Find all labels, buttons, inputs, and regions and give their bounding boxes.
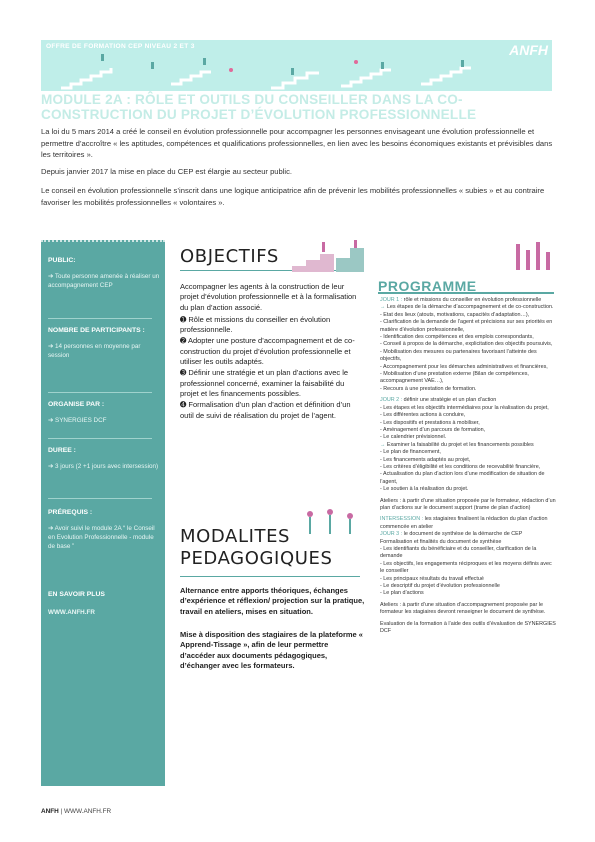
public-section [48,256,160,290]
anfh-logo: ANFH [509,42,548,58]
intro-paragraph-2: Depuis janvier 2017 la mise en place du CEP est élargie au secteur public. [41,167,293,176]
programme-content [380,297,556,635]
savoir-section [48,590,160,617]
programme-text: - Mobilisation d’une prestation externe (Bilan de compétences, accompagnement VAE…), [380,371,529,385]
module-title: MODULE 2A : RÔLE ET OUTILS DU CONSEILLER DANS LA CO-CONSTRUCTION DU PROJET D’ÉVOLUTION PROFESSIONNELLE [41,92,477,122]
programme-text: - Les différentes actions à conduire, [380,412,466,419]
footer [41,808,111,815]
sidebar-divider [41,240,165,243]
programme-key: → [380,441,387,448]
programme-text: - Identification des compétences et des emplois correspondants, [380,334,534,341]
programme-text: - Les étapes et les objectifs intermédiaires pour la réalisation du projet, [380,404,549,411]
programme-key: JOUR 3 : [380,531,404,538]
organise-value: ➔ SYNERGIES DCF [48,417,107,424]
programme-text: - Actualisation du plan d’action lors d’une modification de situation de l’agent, [380,471,545,485]
objectifs-heading: OBJECTIFS [180,246,279,267]
stairs-illustration [292,240,372,274]
programme-text: - Les financements adaptés au projet, [380,456,471,463]
figures-illustration [300,508,362,538]
programme-text: Ateliers : à partir d’une situation proposée par le formateur, rédaction d’un plan d’actions sur le document support (trame de plan d’action) [380,497,556,511]
programme-text: les stagiaires finalisent la rédaction du plan d’action commencée en atelier [380,516,548,530]
intro-paragraph-3: Le conseil en évolution professionnelle s’inscrit dans une logique anticipatrice afin de prévenir les mobilités professionnelles « subies » et au contraire favoriser les mobilités professionnelles « volontaires ». [41,186,545,207]
programme-text: - Le descriptif du projet d’évolution professionnelle [380,583,500,590]
programme-text: définir une stratégie et un plan d’action [403,397,497,404]
programme-text: - Les critères d’éligibilité et les conditions de recevabilité financière, [380,463,541,470]
footer-brand: ANFH [41,808,59,815]
separator [48,318,152,319]
duree-section [48,446,160,471]
programme-text: - Le plan d’actions [380,590,424,597]
programme-text: - Accompagnement pour les démarches administratives et financières, [380,363,548,370]
footer-url[interactable]: | WWW.ANFH.FR [58,808,112,815]
programme-text: - Le soutien à la réalisation du projet. [380,486,469,493]
objectif-item: ➋ Adopter une posture d’accompagnement et de co-construction du projet d’évolution professionnelle et utiliser les outils adaptés. [180,336,355,367]
participants-label: NOMBRE DE PARTICIPANTS : [48,327,145,334]
objectif-item: ➊ Rôle et missions du conseiller en évolution professionnelle. [180,314,331,335]
banner-title: OFFRE DE FORMATION CEP NIVEAU 2 ET 3 [46,43,195,50]
programme-text: - Conseil à propos de la démarche, explicitation des objectifs poursuivis, [380,341,553,348]
separator [48,392,152,393]
programme-text: - Aménagement d’un parcours de formation, [380,426,486,433]
public-label: PUBLIC: [48,257,76,264]
programme-text: - Recours à une prestation de formation. [380,385,477,392]
programme-text: Les étapes de la démarche d’accompagnement et de co-construction. [386,304,554,311]
objectif-item: ➌ Définir une stratégie et un plan d’actions avec le professionnel concerné, examiner la faisabilité du projet et les financements possibles. [180,368,349,398]
programme-text: - Etat des lieux (atouts, motivations, capacités d’adaptation…), [380,311,530,318]
programme-text: Evaluation de la formation à l’aide des outils d’évaluation de SYNERGIES DCF [380,620,556,635]
objectifs-lead: Accompagner les agents à la construction de leur projet d’évolution professionnelle et à la formalisation du plan d’action associé. [180,282,357,312]
separator [48,438,152,439]
programme-text: - Les principaux résultats du travail effectué [380,575,484,582]
duree-label: DUREE : [48,447,76,454]
prerequis-value: ➔ Avoir suivi le module 2A “ le Conseil en Evolution Professionnelle - module de base ” [48,525,155,550]
programme-text: le document de synthèse de la démarche de CEP [403,531,523,538]
programme-heading: PROGRAMME [378,278,477,294]
modalites-heading-1: MODALITES [180,526,291,547]
prerequis-label: PRÉREQUIS : [48,509,93,516]
prerequis-section [48,508,160,551]
programme-text: - Clarification de la demande de l’agent et précisions sur ses priorités en matière d’évolution professionnelle, [380,319,553,333]
participants-section [48,326,160,360]
intro-paragraph-1: La loi du 5 mars 2014 a créé le conseil en évolution professionnelle pour accompagner les personnes envisageant une évolution professionnelle et permettre d’accroître « les aptitudes, compétences et qualifications professionnelles, en lien avec les besoins économiques existants et prévisibles dans les territoires ». [41,127,553,160]
programme-text: - Le plan de financement, [380,449,441,456]
objectif-item: ➍ Formalisation d’un plan d’action et définition d’un outil de suivi de réalisation du projet de l’agent. [180,400,351,420]
programme-text: - Les objectifs, les engagements réciproques et les moyens définis avec le conseiller [380,560,552,575]
organise-section [48,400,160,425]
info-sidebar [41,240,165,786]
participants-value: ➔ 14 personnes en moyenne par session [48,343,141,359]
programme-text: - Les dispositifs et prestations à mobiliser, [380,419,480,426]
programme-text: - Mobilisation des mesures ou partenaires favorisant l’atteinte des objectifs, [380,348,537,363]
modalites-paragraph-2: Mise à disposition des stagiaires de la plateforme « Apprend-Tissage », afin de leur permettre d’accéder aux documents pédagogiques, d’échanger avec les formateurs. [180,630,363,670]
programme-text: Examiner la faisabilité du projet et les financements possibles [386,441,534,448]
programme-text: - Le calendrier prévisionnel. [380,434,447,441]
programme-key: JOUR 1 : [380,297,404,303]
modalites-heading-2: PEDAGOGIQUES [180,548,333,569]
programme-key: → [380,304,387,311]
programme-rule [378,292,554,294]
website-link[interactable]: WWW.ANFH.FR [48,609,95,616]
objectifs-content [180,282,365,422]
separator [48,498,152,499]
programme-text: Ateliers : à partir d’une situation d’accompagnement proposée par le formateur les stagiaires devront renseigner le document de synthèse. [380,601,546,616]
header-banner [41,40,552,91]
people-illustration [512,240,556,274]
duree-value: ➔ 3 jours (2 +1 jours avec intersession) [48,463,159,470]
programme-key: JOUR 2 : [380,397,404,404]
programme-text: Formalisation et finalités du document de synthèse [380,538,502,545]
programme-text: - Les identifiants du bénéficiaire et du conseiller, clarification de la demande [380,546,537,560]
modalites-paragraph-1: Alternance entre apports théoriques, échanges d’expérience et réflexion/ projection sur la pratique, travail en ateliers, mises en situation. [180,586,365,616]
savoir-label: EN SAVOIR PLUS [48,591,105,598]
organise-label: ORGANISE PAR : [48,401,105,408]
public-value: ➔ Toute personne amenée à réaliser un accompagnement CEP [48,273,160,289]
programme-key: INTERSESSION : [380,516,425,523]
modalites-rule [180,576,360,577]
programme-text: rôle et missions du conseiller en évolution professionnelle [403,297,542,303]
